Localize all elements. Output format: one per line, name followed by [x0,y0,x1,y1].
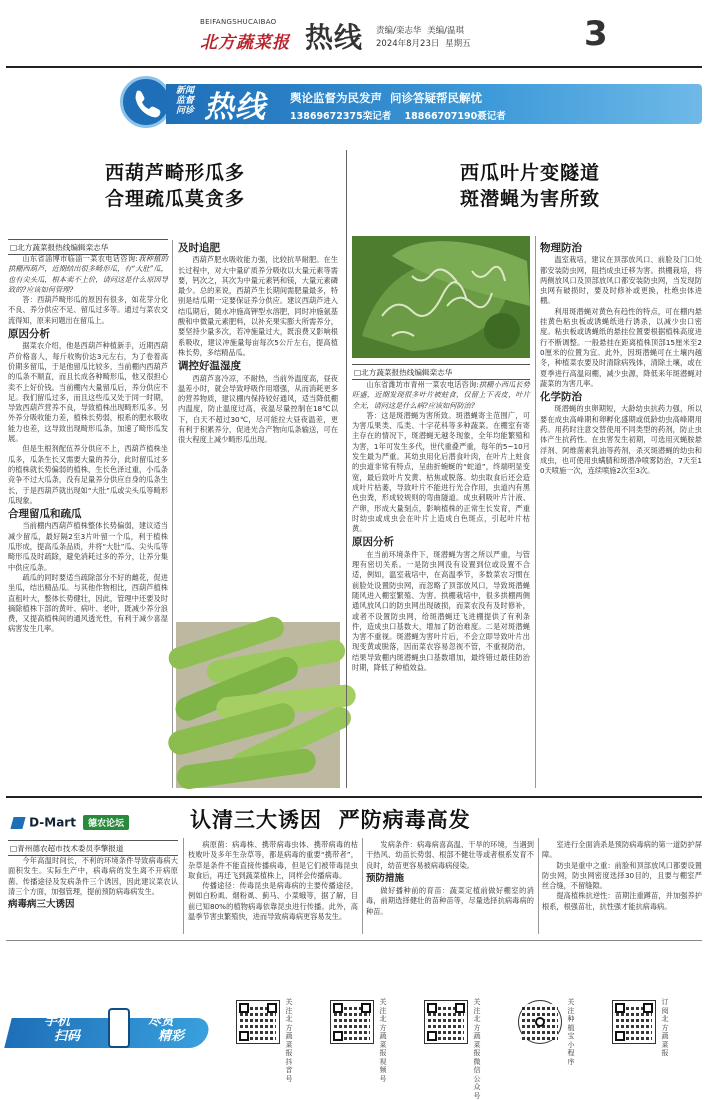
article1-title-line1: 西葫芦畸形瓜多 [104,162,245,184]
designer-name: 美编/温琪 [427,26,464,36]
article3-col4 [542,840,702,934]
hotline-numbers [290,108,506,122]
slogan-right [148,1014,184,1044]
hotline-2: 18866707190聂记者 [404,111,506,122]
article1-cause-text2: 但是生根剂配伍养分供应不上，西葫芦植株坐瓜多，瓜条生长又需要大量的养分，此时留瓜过多的植株就长势偏弱的植株，生长色泽过重，小瓜条竞争不过大瓜条，没有足量养分供应自身的瓜条生长，于是西葫芦就出现如“大肚”瓜或尖头瓜等畸形瓜现象。 [8,444,168,505]
article3-col3 [366,840,534,934]
qr-code-subscribe[interactable] [612,1000,656,1044]
slogan-left [44,1014,80,1044]
article1-subhead-climate: 调控好温湿度 [178,360,241,373]
sponsor-brand: D-Mart [29,815,76,830]
qr-code-miniprogram[interactable] [518,1000,562,1044]
phone-icon [120,76,172,128]
article3-insect-net-text: 防虫是重中之重：前脸和顶部放风口都要设置防虫网，防虫网密度选择30目的，且要与棚室严丝合缝，不留缝隙。 [542,860,702,891]
article2-subhead-physical: 物理防治 [540,242,582,254]
article1-byline: □北方蔬菜报热线编辑栾志华 [8,239,168,255]
article1-title [20,160,330,212]
article3-col2 [188,840,358,934]
editor-name: 责编/栾志华 [376,26,422,36]
qr-label-wechat: 关注北方蔬菜报微信公众号 [473,998,481,1100]
sponsor-logo [12,812,162,832]
page-number: 3 [584,14,608,54]
logo-line-3: 问诊 [176,106,195,116]
banner-logo-big: 热线 [204,90,266,125]
zucchini-photo [176,622,340,788]
article2-physical-text2: 利用斑潜蝇对黄色有趋性的特点，可在棚内悬挂黄色粘虫板或诱蝇纸进行诱杀，以减少虫口密度。粘虫板或诱蝇纸的悬挂位置要根据植株高度进行不断调整。一般悬挂在距离植株顶部15厘米至20厘米的位置为宜。此外，因斑潜蝇可在土壤内越冬，种植菜农要及时清除病残体，清除土壤，或在夏季进行高温闷棚，减少虫源，降低来年斑潜蝇对蔬菜的为害几率。 [540,306,702,388]
dmart-icon [10,817,25,829]
article3-subhead-prevention: 预防措施 [366,872,405,884]
article3-title: 认清三大诱因 严防病毒高发 [190,808,471,832]
article2-col2 [540,240,702,788]
qr-label-video: 关注北方蔬菜报视频号 [379,998,387,1083]
footer-slogan-art [8,1004,208,1060]
qr-label-miniprogram: 关注种植宝小程序 [567,998,575,1066]
article1-question-intro: 山东省淄博市临淄一菜农电话咨询: [22,254,138,263]
watermelon-leaf-photo [352,236,530,358]
article3-resistance-text: 提高植株抗逆性：苗期注重蹲苗，并加强养护根系，根强苗壮，抗性强才能抗病毒病。 [542,891,702,911]
logo-line-1: 新闻 [176,86,195,96]
article1-subhead-fertilize: 及时追肥 [178,242,220,254]
article1-thinning-text2: 疏瓜的同时要适当疏除部分不好的雌花，促进坐瓜，结出精品瓜。与其他作物相比，西葫芦植株直租叶大，整体长势健壮，因此，管理中还要及时摘除植株下部的黄叶、病叶、老叶，既减少养分浪费，又提高植株间的通风透光性，有利于减少喜湿病害发生几率。 [8,572,168,634]
article1-cause-text: 据菜农介绍，他是西葫芦种植新手，近期西葫芦价格喜人，每斤收购价达3元左右，为了卷着高价期多留瓜，于是他留瓜比较多，当前棚内西葫芦的瓜条不顺直，而且长成各种畸形瓜，他又很担心卖不上好价钱。当前棚内大量留瓜后，养分供应不足。我们留瓜过多，而且这些瓜又处于同一时期，导致西葫芦营养不良，导致植株出现畸形瓜多。另外养分吸收能力差，植株长势弱，根系的肥水吸收能力也差，这导致出现畸形瓜条，加速了畸形瓜发展。 [8,341,168,444]
article1-climate-text: 西葫芦喜冷凉，不耐热，当前外温度高，昼夜温差小时，就会导致呼吸作用增强，从而消耗更多的营养物质，建议棚内保持较好通风，适当降低棚内温度，防止温度过高，夜温尽量控制在18℃以下，白天不超过30℃，尽可能拉大昼夜温差，更有利于积累养分，促进光合产物向瓜条输送，可在很大程度上减少畸形瓜出现。 [178,373,338,445]
article2-answer: 答：这是斑潜蝇为害所致。斑潜蝇寄主范围广，可为害瓜果类、瓜类、十字花科等多种蔬菜。在棚室有寄主存在的情况下，斑潜蝇无越冬现象，全年均能繁殖和为害，1年可发生多代，世代重叠严重，每年的5~10月发生最为严重。其幼虫用化后潜食叶肉，在叶片上蛀食的虫道非常有特点，呈曲折蜿蜒的“蛇道”，终端明显变宽，最后致叶片发黄、枯焦或脱落。幼虫取食后还会造成叶片枯萎，导致叶片不能进行光合作用，虫道内有黑色虫粪，形成较规则的弯曲隧道。成虫刺吸叶片汁液、产卵，形成大量刻点，影响植株的正常生长发育，严重时幼虫或成虫会在叶片上造成白色斑点，引起叶片枯黄。 [352,410,530,534]
article2-subhead-cause: 原因分析 [352,536,394,549]
banner-slogan: 舆论监督为民发声 问诊答疑帮民解忧 [290,91,483,105]
article2-physical-text: 温室栽培，建议在顶部放风口、前脸及门口处都安装防虫网，阻挡成虫迁移为害。拱棚栽培，将两侧放风口及顶部放风口都安装防虫网，当发现防虫网有破损时，要及时修补或更换，杜绝虫体进棚。 [540,255,702,306]
article3-disinfect-text: 室进行全面消杀是预防病毒病的第一道防护屏障。 [542,840,702,860]
article3-pathogen-text: 病原菌：病毒株、携带病毒虫体、携带病毒的枯枝败叶及多年生杂草等，都是病毒的重要“携带者”，杂草是条件不能直接传播病毒，但是它们被带毒昆虫取食后，再迁飞到蔬菜植株上，同样会传播病毒。 [188,840,358,880]
slogan-left-bottom: 扫码 [54,1029,81,1044]
issue-date [376,37,471,49]
article1-answer: 答：西葫芦畸形瓜的原因有很多，如花芽分化不良、养分供应不足、留瓜过多等。通过与菜农交流得知，原来问题出在留瓜上。 [8,295,168,325]
article3-byline: □青州德农超市技术委员李擎报道 [8,840,178,856]
article3-subhead-causes: 病毒病三大诱因 [8,899,75,911]
qr-code-wechat[interactable] [424,1000,468,1044]
article3-intro: 今年高温时间长，不利的环境条件导致病毒病大面积发生。实际生产中，病毒病的发生离不开病原菌、传播途径及发病条件三个诱因，因此建议菜农认清三个方面，加强管理，提前预防病毒病发生。 [8,856,178,896]
col-divider [538,838,539,934]
footer-rule [6,940,702,941]
section-title: 热线 [305,21,364,54]
article2-question-intro: 山东省潍坊市青州一菜农电话咨询: [366,380,479,389]
article2-question: 拱棚小西瓜长势旺盛，近期发现很多叶片被蛀食，仅留上下表皮，叶片全无，请问这是什么病?应该如何防治? [352,380,530,410]
article2-cause-text: 在当前环境条件下，斑潜蝇为害之所以严重，与管理有密切关系。一是防虫网没有设置到位或设置不合适，例如，温室栽培中，在高温季节，多数菜农习惯在前脸处设置防虫网，而忽略了顶部放风口，导致斑潜蝇随风进入棚室繁殖、为害。拱棚栽培中，很多拱棚两侧通风放风口的防虫网出现破损，而菜农没有及时修补，或者不设置防虫网，给斑潜蝇迁飞进棚提供了有利条件，造成虫口基数大，增加了防治难度。二是对斑潜蝇为害不重视。斑潜蝇为害叶片后，不会立即导致叶片出现变黄或脱落，因而菜农容易忽视不管，不重视防治，结果导致棚内斑潜蝇虫口基数增加，最终错过最佳防治时期，降低了种植效益。 [352,549,530,673]
col-divider [172,240,173,788]
hotline-banner [120,72,702,136]
date-text: 2024年8月23日 [376,39,440,49]
col-divider [346,150,347,788]
hand-phone-icon [108,1008,130,1048]
masthead [200,0,708,64]
logo-line-2: 监督 [176,96,195,106]
sponsor-column: 德农论坛 [83,815,129,830]
article1-title-line2: 合理疏瓜莫贪多 [104,188,245,210]
masthead-rule [6,66,702,68]
article2-col1 [352,380,530,788]
article1-col1 [8,254,168,789]
paper-name: 北方蔬菜报 [200,33,290,53]
editor-credit [376,24,464,36]
article1-col2 [178,240,338,620]
article2-subhead-chemical: 化学防治 [540,391,582,404]
article3-vector-text: 传播途径：传毒昆虫是病毒病的主要传播途径，例如白粉虱、烟粉虱、蓟马、小菜蛾等，据了解，目前已知80%的植物病毒依靠昆虫进行传播。此外，高温季节害虫繁殖快，进而导致病毒病更容易发生。 [188,881,358,922]
article2-chemical-text: 斑潜蝇的虫卵期短，大龄幼虫抗药力强，所以要在成虫高峰期和卵孵化盛期或低龄幼虫高峰期用药。用药时注意交替使用不同类型的药剂，防止虫体产生抗药性。在虫害发生初期，可选用灭蝇胺悬浮剂、阿维菌素乳油等药剂，杀灭斑潜蝇的幼虫和成虫，也可使用虫螨腈和斑潜净喷雾防治，7天至10天喷施一次，连续喷施2次至3次。 [540,404,702,476]
col-divider [362,838,363,934]
qr-code-tiktok[interactable] [236,1000,280,1044]
banner-logo-small [176,86,194,116]
article1-fertilize-text: 西葫芦肥水吸收能力强，比较抗旱耐肥。在生长过程中，对大中量矿质养分吸收以大量元素等需要，钙次之，其次为中量元素钙和镁，大量元素磷最少。总的来说，西葫芦生长期间需肥量最多，特别是结瓜期一定要保证养分供应。建议西葫芦进入结瓜期后，随水冲施高钾型水溶肥，同时冲施氨基酸和中微量元素肥料，以补充果实膨大所需养分，要坚持少量多次，若冲施量过大，既浪费又影响根系吸收，建议冲施量每亩每次5公斤左右，提高植株长势，多结精品瓜。 [178,255,338,357]
article2-title-line2: 斑潜蝇为害所致 [459,188,600,210]
col-divider [183,838,184,934]
col-divider [535,236,536,788]
article3-col1 [8,856,178,934]
article1-question: 我种植的拱棚西葫芦，近期结出很多畸形瓜，有“大肚”瓜，也有尖头瓜，根本卖不上价，请问这是什么原因导致的?应该如何管理? [8,254,168,294]
article2-title [365,160,695,212]
article1-subhead-cause: 原因分析 [8,328,50,341]
article3-condition-text: 发病条件：病毒病喜高温、干旱的环境，当遇到干热风、幼苗长势弱、根部不健壮等或者根系发育不良时，幼苗更容易被病毒病侵染。 [366,840,534,870]
qr-label-tiktok: 关注北方蔬菜报抖音号 [285,998,293,1083]
qr-code-video[interactable] [330,1000,374,1044]
slogan-left-top: 手机 [44,1014,71,1029]
weekday-text: 星期五 [445,39,471,49]
article1-thinning-text: 当前棚内西葫芦植株整体长势偏弱，建议适当减少留瓜，最好隔2至3片叶留一个瓜，利于植株瓜形成，提高瓜条品质，并将“大肚”瓜、尖头瓜等畸形瓜及时疏除，避免消耗过多的养分，让养分集中供应瓜条。 [8,521,168,572]
article2-title-line1: 西瓜叶片变隧道 [459,162,600,184]
section-rule [6,796,702,798]
qr-label-subscribe: 订阅北方蔬菜报 [661,998,669,1057]
article2-byline: □北方蔬菜报热线编辑栾志华 [352,364,530,380]
slogan-right-top: 尽赏 [148,1014,175,1029]
slogan-right-bottom: 精彩 [158,1029,185,1044]
hotline-1: 13869672375栾记者 [290,111,392,122]
article1-subhead-thinning: 合理留瓜和疏瓜 [8,508,82,521]
article3-prevention-text: 做好播种前的育苗：蔬菜定植前做好棚室的消毒，前期选择健壮的苗种苗等，尽量选择抗病毒病的种苗。 [366,886,534,916]
paper-pinyin: BEIFANGSHUCAIBAO [200,18,277,26]
